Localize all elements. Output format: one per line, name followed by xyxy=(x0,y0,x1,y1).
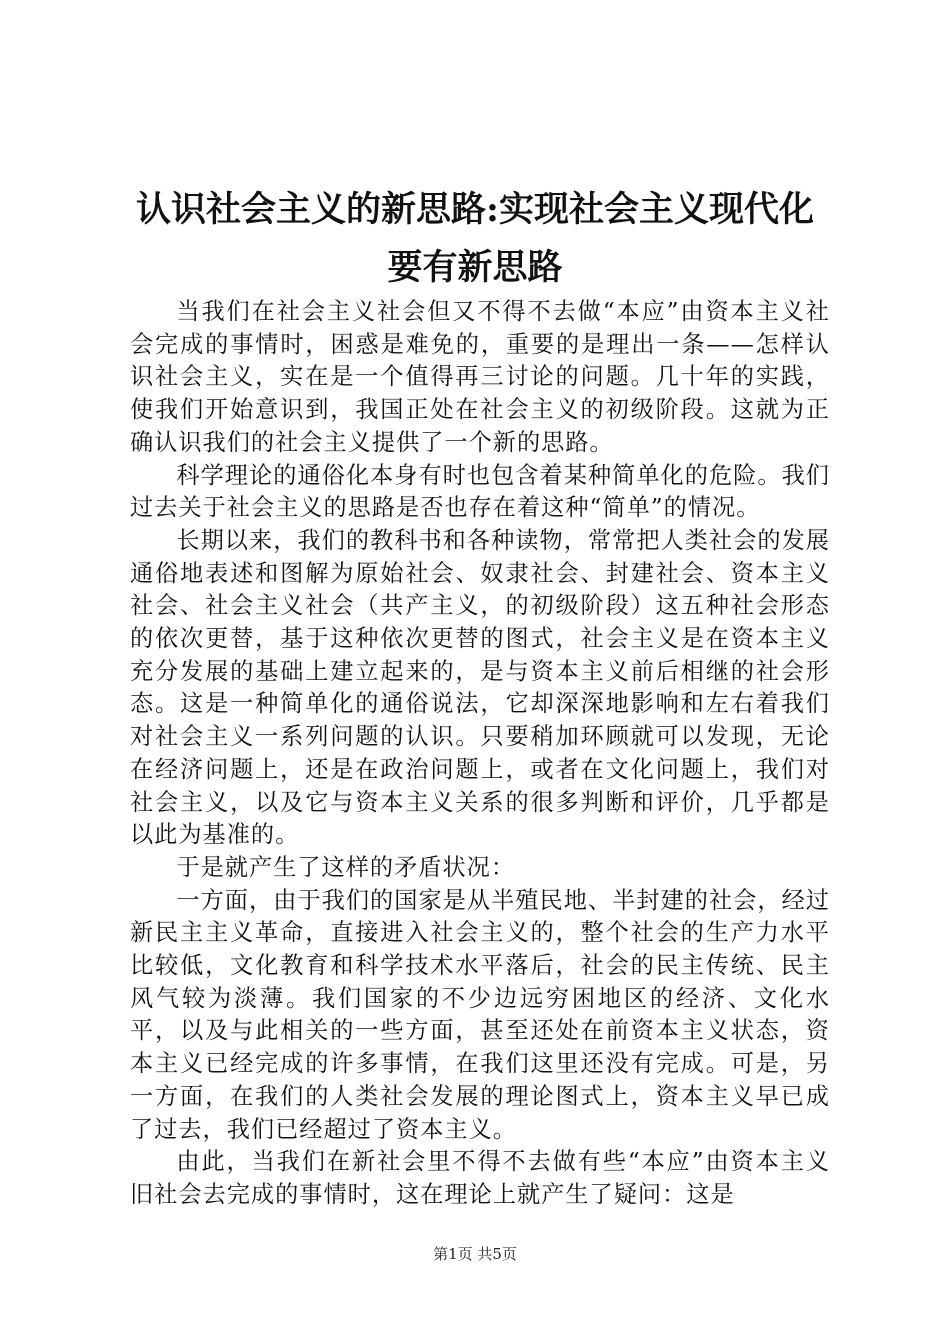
paragraph: 由此，当我们在新社会里不得不去做有些“本应”由资本主义旧社会去完成的事情时，这在理论上就产生了疑问：这是 xyxy=(130,1148,830,1208)
document-title-line-2: 要有新思路 xyxy=(387,247,563,288)
document-title-line-1: 认识社会主义的新思路:实现社会主义现代化 xyxy=(136,189,814,230)
document-body xyxy=(130,296,830,1212)
page-number-footer: 第1页 共5页 xyxy=(433,1245,517,1263)
paragraph: 科学理论的通俗化本身有时也包含着某种简单化的危险。我们过去关于社会主义的思路是否也存在着这种“简单”的情况。 xyxy=(130,461,830,522)
paragraph: 当我们在社会主义社会但又不得不去做“本应”由资本主义社会完成的事情时，困惑是难免的，重要的是理出一条——怎样认识社会主义，实在是一个值得再三讨论的问题。几十年的实践，使我们开始意识到，我国正处在社会主义的初级阶段。这就为正确认识我们的社会主义提供了一个新的思路。 xyxy=(130,298,830,456)
paragraph: 一方面，由于我们的国家是从半殖民地、半封建的社会，经过新民主主义革命，直接进入社会主义的，整个社会的生产力水平比较低，文化教育和科学技术水平落后，社会的民主传统、民主风气较为淡薄。我们国家的不少边远穷困地区的经济、文化水平，以及与此相关的一些方面，甚至还处在前资本主义状态，资本主义已经完成的许多事情，在我们这里还没有完成。可是，另一方面，在我们的人类社会发展的理论图式上，资本主义早已成了过去，我们已经超过了资本主义。 xyxy=(130,886,830,1143)
paragraph: 于是就产生了这样的矛盾状况： xyxy=(176,853,516,881)
paragraph: 长期以来，我们的教科书和各种读物，常常把人类社会的发展通俗地表述和图解为原始社会、奴隶社会、封建社会、资本主义社会、社会主义社会（共产主义，的初级阶段）这五种社会形态的依次更替，基于这种依次更替的图式，社会主义是在资本主义充分发展的基础上建立起来的，是与资本主义前后相继的社会形态。这是一种简单化的通俗说法，它却深深地影响和左右着我们对社会主义一系列问题的认识。只要稍加环顾就可以发现，无论在经济问题上，还是在政治问题上，或者在文化问题上，我们对社会主义，以及它与资本主义关系的很多判断和评价，几乎都是以此为基准的。 xyxy=(130,526,830,849)
